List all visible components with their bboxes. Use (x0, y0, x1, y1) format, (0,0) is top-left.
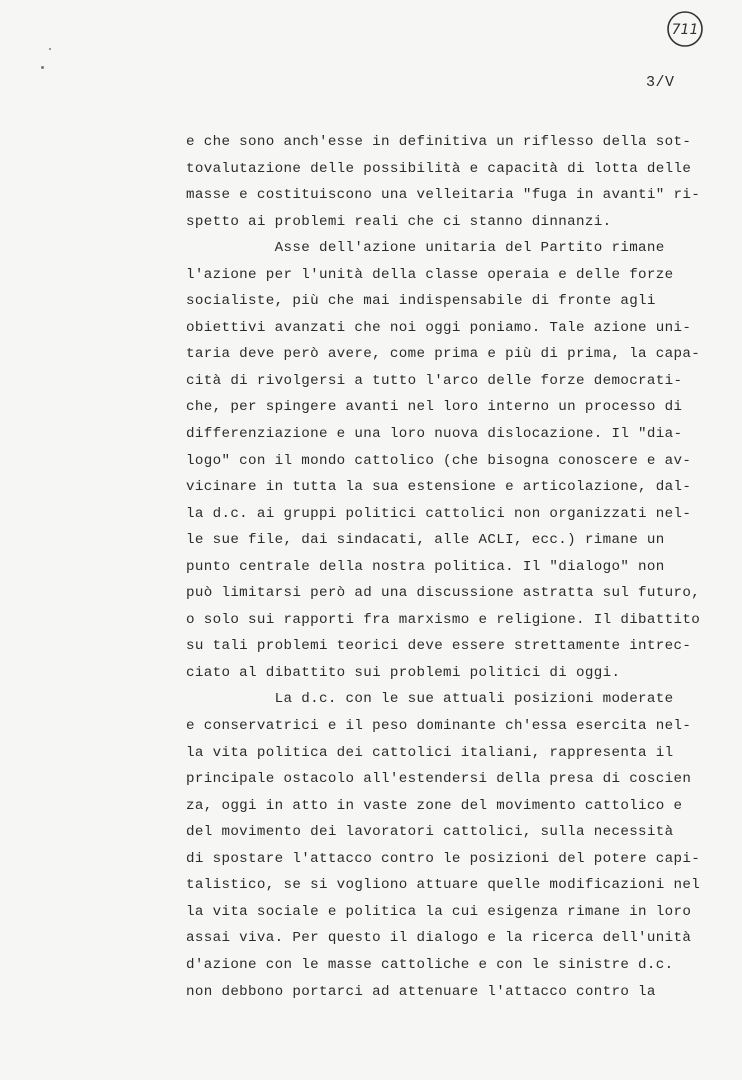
text-line: assai viva. Per questo il dialogo e la ricerca dell'unità (186, 930, 692, 947)
text-line: principale ostacolo all'estendersi della presa di coscien (186, 771, 692, 788)
text-line: su tali problemi teorici deve essere strettamente intrec- (186, 638, 692, 655)
text-line: l'azione per l'unità della classe operaia e delle forze (186, 266, 674, 283)
paper-speck (41, 66, 44, 69)
text-line: masse e costituiscono una velleitaria "fuga in avanti" ri- (186, 187, 701, 204)
text-line: e conservatrici e il peso dominante ch'essa esercita nel- (186, 718, 692, 735)
text-line: taria deve però avere, come prima e più di prima, la capa- (186, 346, 701, 363)
text-line: talistico, se si vogliono attuare quelle modificazioni nel (186, 877, 701, 894)
text-line: socialiste, più che mai indispensabile di fronte agli (186, 293, 656, 310)
stamp-number: 711 (671, 22, 699, 38)
text-line: non debbono portarci ad attenuare l'attacco contro la (186, 983, 656, 1000)
text-line: può limitarsi però ad una discussione astratta sul futuro, (186, 585, 701, 602)
text-line: o solo sui rapporti fra marxismo e religione. Il dibattito (186, 611, 701, 628)
text-line: punto centrale della nostra politica. Il "dialogo" non (186, 558, 665, 575)
text-line: del movimento dei lavoratori cattolici, sulla necessità (186, 824, 674, 841)
text-line: la vita politica dei cattolici italiani, rappresenta il (186, 744, 674, 761)
text-line: za, oggi in atto in vaste zone del movimento cattolico e (186, 797, 683, 814)
text-line: ciato al dibattito sui problemi politici di oggi. (186, 664, 621, 681)
text-line: tovalutazione delle possibilità e capacità di lotta delle (186, 160, 692, 177)
text-line: cità di rivolgersi a tutto l'arco delle forze democrati- (186, 372, 683, 389)
text-line: La d.c. con le sue attuali posizioni moderate (186, 691, 674, 708)
page-number: 3/V (646, 74, 675, 91)
text-line: la d.c. ai gruppi politici cattolici non organizzati nel- (186, 505, 692, 522)
text-line: differenziazione e una loro nuova dislocazione. Il "dia- (186, 426, 683, 443)
typed-body-text (186, 129, 706, 1005)
archive-stamp (665, 9, 705, 49)
text-line: logo" con il mondo cattolico (che bisogna conoscere e av- (186, 452, 692, 469)
paper-speck (49, 48, 51, 50)
text-line: spetto ai problemi reali che ci stanno dinnanzi. (186, 213, 612, 230)
text-line: le sue file, dai sindacati, alle ACLI, ecc.) rimane un (186, 532, 665, 549)
stamp-circle-icon (665, 9, 705, 49)
text-line: di spostare l'attacco contro le posizioni del potere capi- (186, 850, 701, 867)
text-line: d'azione con le masse cattoliche e con le sinistre d.c. (186, 956, 674, 973)
text-line: la vita sociale e politica la cui esigenza rimane in loro (186, 903, 692, 920)
text-line: obiettivi avanzati che noi oggi poniamo. Tale azione uni- (186, 319, 692, 336)
text-line: che, per spingere avanti nel loro interno un processo di (186, 399, 683, 416)
text-line: Asse dell'azione unitaria del Partito rimane (186, 240, 665, 257)
text-line: vicinare in tutta la sua estensione e articolazione, dal- (186, 479, 692, 496)
text-line: e che sono anch'esse in definitiva un riflesso della sot- (186, 134, 692, 150)
